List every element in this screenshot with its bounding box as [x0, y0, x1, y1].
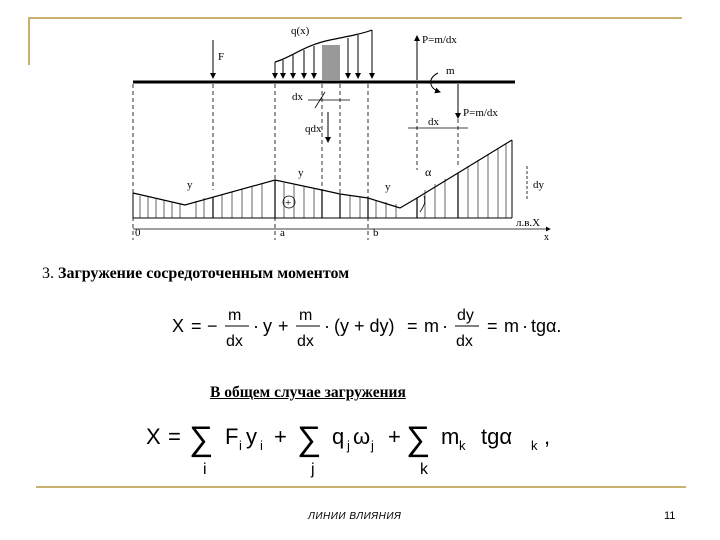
frame-bottom-line [36, 486, 686, 488]
f2-i-index: i [203, 461, 207, 478]
f1-ydy: (y + dy) [334, 316, 395, 336]
f1-dot1: · [253, 316, 259, 336]
f2-tga: tgα [481, 424, 513, 449]
label-dx-right: dx [428, 116, 439, 128]
f1-m2: m [299, 307, 313, 324]
f2-sigma1: ∑ [189, 420, 214, 458]
f1-tga: tgα. [531, 316, 562, 336]
f2-j-index: j [311, 461, 315, 478]
f1-m3: m [424, 316, 439, 336]
section-number: 3. [42, 265, 54, 282]
f2-fi-sub: i [239, 438, 242, 453]
label-qdx: qdx [305, 123, 322, 135]
f2-fi: F [225, 424, 239, 449]
f2-eq: = [168, 424, 181, 449]
f1-dx3: dx [456, 333, 473, 350]
f1-dx1: dx [226, 333, 243, 350]
f2-mk: m [441, 424, 460, 449]
label-p-up: P=m/dx [422, 34, 457, 46]
label-lvx: л.в.X [516, 217, 541, 229]
label-dx-left: dx [292, 91, 303, 103]
f2-x: X [146, 424, 161, 449]
section-title: Загружение сосредоточенным моментом [58, 265, 350, 282]
f1-dot2: · [324, 316, 330, 336]
footer-title: ЛИНИИ ВЛИЯНИЯ [308, 511, 402, 522]
general-case-heading: В общем случае загружения [210, 384, 406, 401]
f2-q-sub: j [347, 438, 350, 453]
label-plus: + [285, 197, 292, 209]
label-x: x [544, 232, 549, 243]
label-alpha: α [425, 165, 432, 179]
f2-plus1: + [274, 424, 287, 449]
f1-eq3: = [487, 316, 498, 336]
f1-dot4: · [522, 316, 528, 336]
label-y3: y [385, 181, 391, 193]
page-number: 11 [664, 510, 676, 522]
f1-m1: m [228, 307, 242, 324]
f1-y1: y [263, 316, 272, 336]
label-f: F [218, 51, 225, 63]
f1-dy: dy [457, 307, 474, 324]
label-0: 0 [135, 227, 141, 239]
f2-plus2: + [388, 424, 401, 449]
f2-comma: , [544, 424, 551, 449]
label-b: b [373, 227, 379, 239]
f2-yi-sub: i [260, 438, 263, 453]
f1-x: X [172, 316, 185, 336]
f2-mk-sub: k [459, 438, 466, 453]
f2-k-index: k [420, 461, 428, 478]
f2-yi: y [246, 424, 257, 449]
f2-omega-sub: j [371, 438, 374, 453]
label-q: q(x) [291, 25, 310, 37]
label-y2: y [298, 167, 304, 179]
f2-omega: ω [353, 424, 371, 449]
label-dy: dy [533, 179, 544, 191]
f1-dx2: dx [297, 333, 314, 350]
f2-sigma2: ∑ [297, 420, 322, 458]
f2-q: q [332, 424, 345, 449]
f1-m4: m [504, 316, 519, 336]
f1-eq2: = [407, 316, 418, 336]
f1-dot3: · [442, 316, 448, 336]
f1-minus: − [207, 316, 218, 336]
label-a: a [280, 227, 285, 239]
label-m: m [446, 65, 455, 77]
f1-plus: + [278, 316, 289, 336]
label-y1: y [187, 179, 193, 191]
f1-eq: = [191, 316, 202, 336]
f2-sigma3: ∑ [406, 420, 431, 458]
label-p-down: P=m/dx [463, 107, 498, 119]
f2-tga-sub: k [531, 438, 538, 453]
